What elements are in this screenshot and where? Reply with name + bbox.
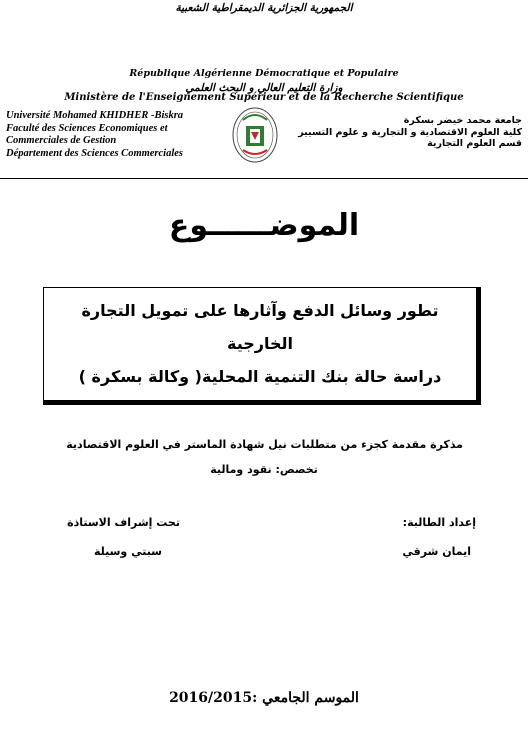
faculty-name-fr-cont: Commerciales de Gestion (6, 135, 117, 146)
university-french-block (6, 110, 183, 160)
supervisor-label: تحت إشراف الاستاذة (67, 516, 180, 529)
republic-arabic: الجمهورية الجزائرية الديمقراطية الشعبية (175, 2, 353, 14)
thesis-title-box (43, 287, 481, 405)
department-name-ar: قسم العلوم التجارية (427, 138, 522, 149)
header-divider (0, 178, 528, 179)
ministry-arabic: وزارة التعليم العالي و البحث العلمي (185, 82, 343, 94)
faculty-name-fr: Faculté des Sciences Economiques et (6, 122, 168, 134)
university-arabic-block (298, 115, 522, 150)
republic-french: République Algérienne Démocratique et Populaire (129, 68, 399, 79)
student-name: ايمان شرقي (402, 545, 471, 558)
subject-heading: الموضــــــوع (168, 208, 360, 243)
academic-year: الموسم الجامعي :2016/2015 (169, 690, 359, 706)
thesis-title-line1: تطور وسائل الدفع وآثارها على تمويل التجارة (81, 301, 439, 320)
ministry-french: Ministère de l'Enseignement Supérieur et de la Recherche Scientifique (64, 92, 464, 103)
memo-description: مذكرة مقدمة كجزء من متطلبات نيل شهادة الماستر في العلوم الاقتصادية (66, 438, 463, 451)
department-name-fr: Département des Sciences Commerciales (6, 147, 184, 159)
university-logo-icon (231, 106, 279, 164)
faculty-name-ar: كلية العلوم الاقتصادية و التجارية و علوم التسيير (298, 126, 522, 138)
thesis-title-line3: دراسة حالة بنك التنمية المحلية( وكالة بسكرة ) (78, 367, 442, 386)
prepared-by-label: إعداد الطالبة: (402, 516, 476, 529)
specialization: تخصص: نقود ومالية (210, 463, 318, 476)
university-name-ar: جامعة محمد خيضر بسكرة (403, 115, 522, 126)
supervisor-name: سبتي وسيلة (93, 545, 162, 558)
thesis-title-line2: الخارجية (226, 334, 293, 353)
university-name-fr: Université Mohamed KHIDHER -Biskra (6, 110, 184, 121)
